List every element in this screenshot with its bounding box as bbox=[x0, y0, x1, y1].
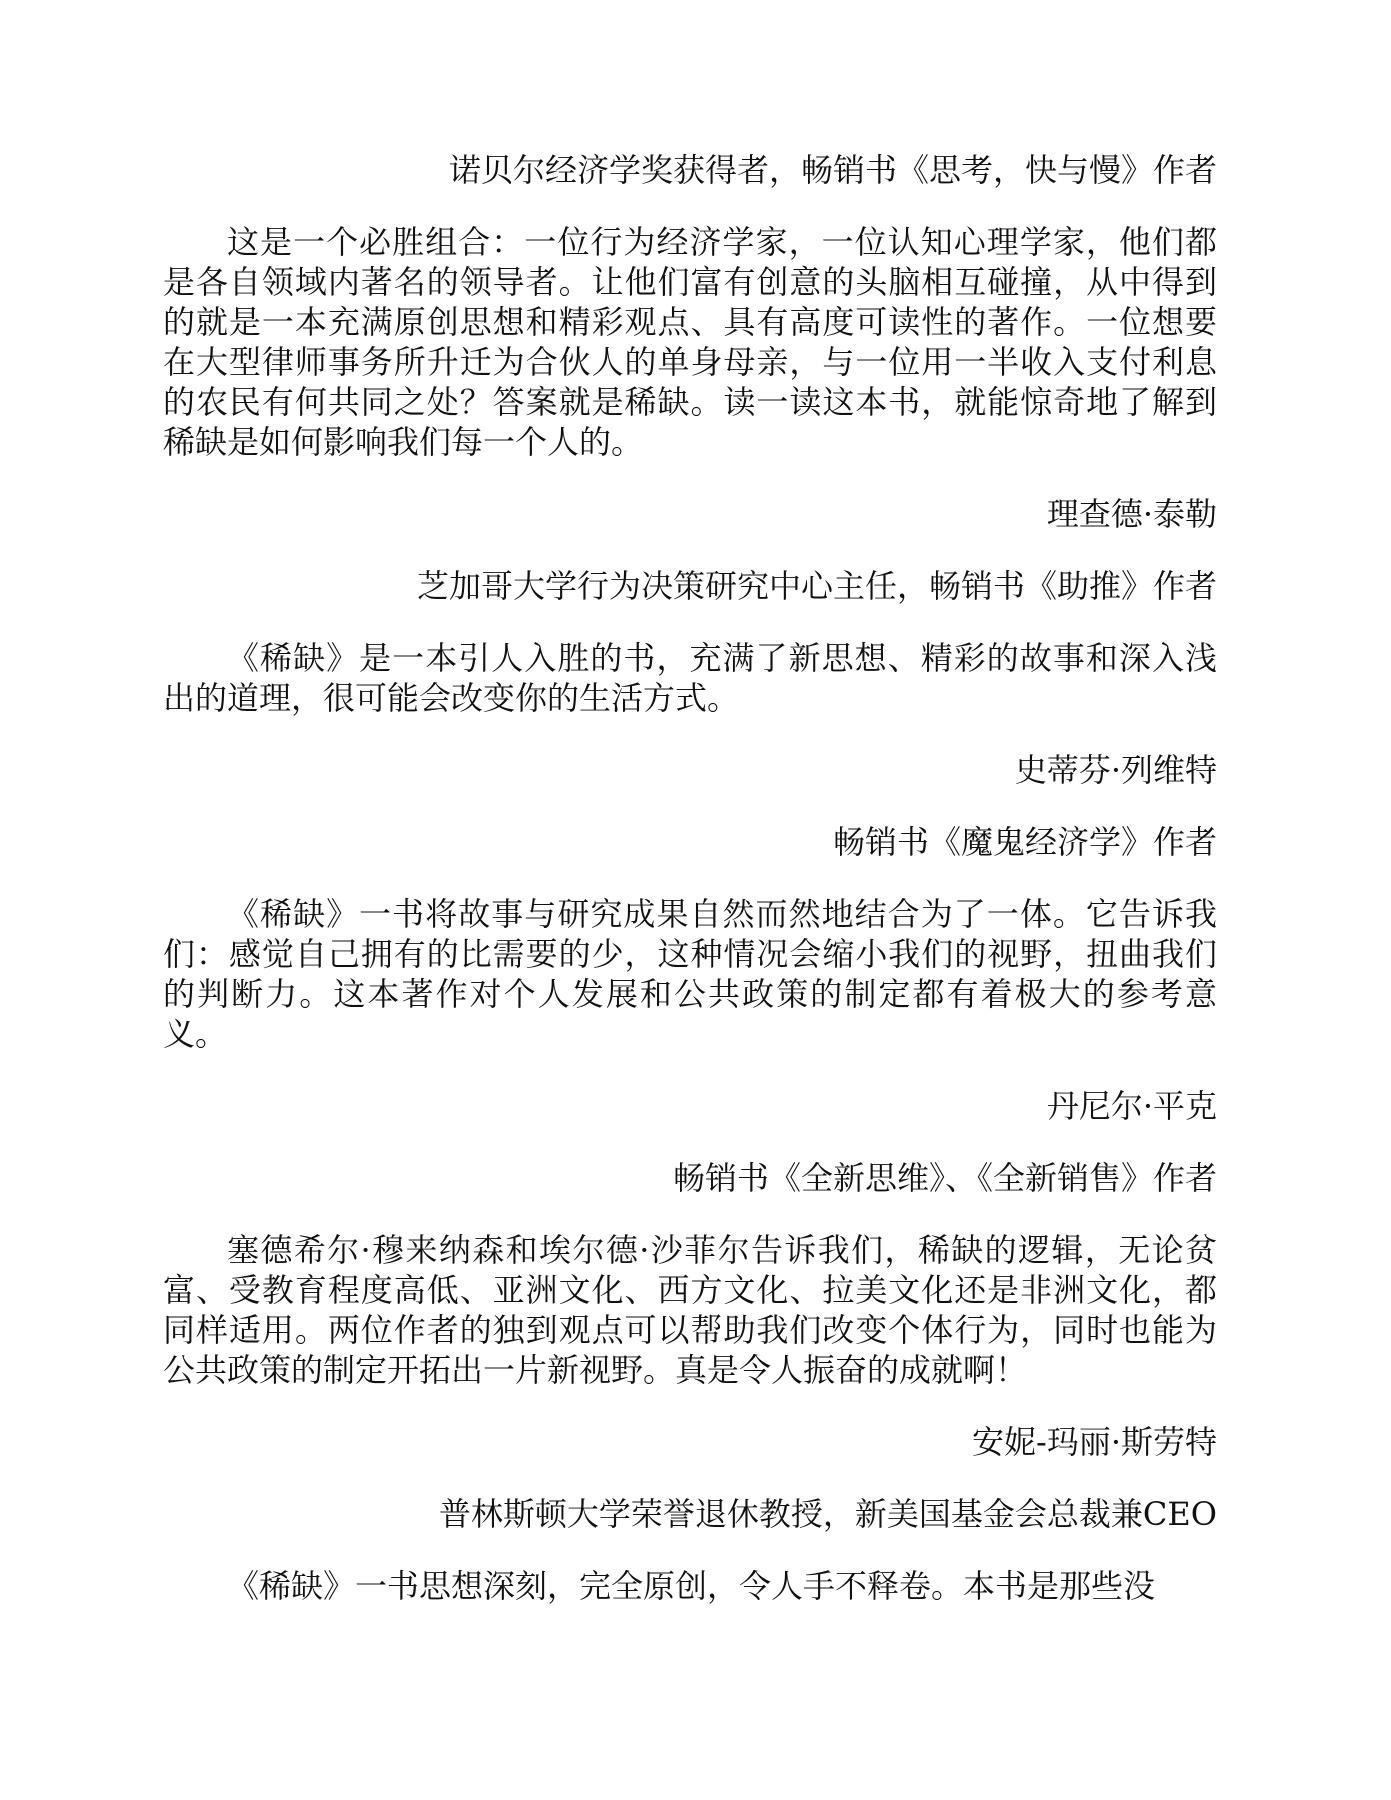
attribution-pink: 畅销书《全新思维》、《全新销售》作者 bbox=[672, 1159, 1217, 1197]
endorser-name-pink: 丹尼尔·平克 bbox=[1046, 1087, 1217, 1125]
attribution-levitt: 畅销书《魔鬼经济学》作者 bbox=[832, 823, 1217, 861]
endorser-name-thaler: 理查德·泰勒 bbox=[1046, 495, 1217, 533]
page-body bbox=[163, 150, 1217, 1606]
attribution-thaler: 芝加哥大学行为决策研究中心主任，畅销书《助推》作者 bbox=[416, 567, 1217, 605]
attribution-kahneman: 诺贝尔经济学奖获得者，畅销书《思考，快与慢》作者 bbox=[448, 151, 1217, 189]
endorsement-paragraph-2: 《稀缺》是一本引人入胜的书，充满了新思想、精彩的故事和深入浅出的道理，很可能会改变你的生活方式。 bbox=[163, 639, 1217, 717]
endorsement-paragraph-1: 这是一个必胜组合：一位行为经济学家，一位认知心理学家，他们都是各自领域内著名的领导者。让他们富有创意的头脑相互碰撞，从中得到的就是一本充满原创思想和精彩观点、具有高度可读性的著作。一位想要在大型律师事务所升迁为合伙人的单身母亲，与一位用一半收入支付利息的农民有何共同之处？答案就是稀缺。读一读这本书，就能惊奇地了解到稀缺是如何影响我们每一个人的。 bbox=[163, 223, 1217, 461]
attribution-slaughter: 普林斯顿大学荣誉退休教授，新美国基金会总裁兼CEO bbox=[438, 1495, 1217, 1533]
endorsement-paragraph-3: 《稀缺》一书将故事与研究成果自然而然地结合为了一体。它告诉我们：感觉自己拥有的比需要的少，这种情况会缩小我们的视野，扭曲我们的判断力。这本著作对个人发展和公共政策的制定都有着极大的参考意义。 bbox=[163, 895, 1217, 1053]
endorsement-paragraph-5: 《稀缺》一书思想深刻，完全原创，令人手不释卷。本书是那些没 bbox=[227, 1567, 1156, 1605]
endorser-name-slaughter: 安妮-玛丽·斯劳特 bbox=[972, 1423, 1217, 1461]
endorsement-paragraph-4: 塞德希尔·穆来纳森和埃尔德·沙菲尔告诉我们，稀缺的逻辑，无论贫富、受教育程度高低、亚洲文化、西方文化、拉美文化还是非洲文化，都同样适用。两位作者的独到观点可以帮助我们改变个体行为，同时也能为公共政策的制定开拓出一片新视野。真是令人振奋的成就啊！ bbox=[163, 1231, 1217, 1389]
endorser-name-levitt: 史蒂芬·列维特 bbox=[1014, 751, 1217, 789]
